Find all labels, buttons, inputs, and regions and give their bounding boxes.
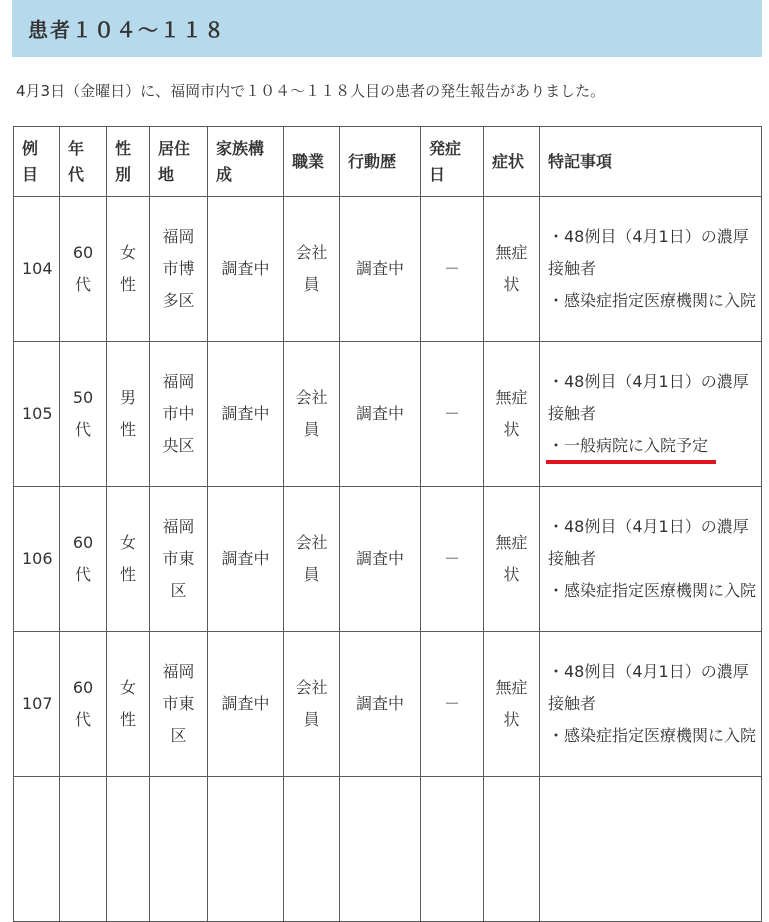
col-header-history: 行動歴 [340,127,421,197]
col-header-residence: 居住地 [150,127,208,197]
cell-family: 調査中 [208,197,284,342]
col-header-age: 年代 [60,127,107,197]
note-item: ・48例目（4月1日）の濃厚接触者 [548,227,749,278]
cell-onset: － [421,632,484,777]
cell-notes [540,197,762,342]
col-header-notes: 特記事項 [540,127,762,197]
note-item-highlighted: ・一般病院に入院予定 [548,430,708,462]
cell-empty [484,777,540,922]
cell-empty [540,777,762,922]
cell-empty [150,777,208,922]
cell-sex: 女性 [107,197,150,342]
intro-text: 4月3日（金曜日）に、福岡市内で１０４～１１８人目の患者の発生報告がありました。 [16,82,606,100]
cell-symptom: 無症状 [484,197,540,342]
cell-notes [540,342,762,487]
note-item: ・48例目（4月1日）の濃厚接触者 [548,662,749,713]
col-header-symptom: 症状 [484,127,540,197]
cell-symptom: 無症状 [484,342,540,487]
note-item: ・感染症指定医療機関に入院 [548,581,757,600]
cell-history: 調査中 [340,342,421,487]
cell-history: 調査中 [340,197,421,342]
cell-empty [340,777,421,922]
cell-sex: 女性 [107,487,150,632]
col-header-sex: 性別 [107,127,150,197]
cell-case: 105 [14,342,60,487]
cell-onset: － [421,342,484,487]
table-row [14,197,762,342]
note-item: ・感染症指定医療機関に入院 [548,726,757,745]
cell-notes [540,632,762,777]
page-header [12,0,762,57]
header-row [14,127,762,197]
cell-case: 107 [14,632,60,777]
cell-age: 50代 [60,342,107,487]
cell-family: 調査中 [208,487,284,632]
cell-empty [14,777,60,922]
table-row [14,632,762,777]
col-header-job: 職業 [284,127,340,197]
cases-table [13,126,762,922]
cell-empty [284,777,340,922]
cell-residence: 福岡市東区 [150,487,208,632]
col-header-onset: 発症日 [421,127,484,197]
cell-residence: 福岡市博多区 [150,197,208,342]
cell-age: 60代 [60,632,107,777]
note-item: ・48例目（4月1日）の濃厚接触者 [548,372,749,423]
cell-family: 調査中 [208,342,284,487]
cell-empty [60,777,107,922]
cell-job: 会社員 [284,487,340,632]
cell-age: 60代 [60,197,107,342]
cell-onset: － [421,487,484,632]
cell-symptom: 無症状 [484,487,540,632]
note-item: ・感染症指定医療機関に入院 [548,291,757,310]
cell-notes [540,487,762,632]
cell-empty [107,777,150,922]
cell-sex: 男性 [107,342,150,487]
cell-job: 会社員 [284,632,340,777]
table-row [14,487,762,632]
cell-job: 会社員 [284,197,340,342]
cell-onset: － [421,197,484,342]
cell-age: 60代 [60,487,107,632]
cell-family: 調査中 [208,632,284,777]
cell-case: 106 [14,487,60,632]
col-header-case: 例目 [14,127,60,197]
cell-residence: 福岡市東区 [150,632,208,777]
cell-sex: 女性 [107,632,150,777]
cell-case: 104 [14,197,60,342]
note-item: ・48例目（4月1日）の濃厚接触者 [548,517,749,568]
cell-residence: 福岡市中央区 [150,342,208,487]
cell-empty [208,777,284,922]
cell-symptom: 無症状 [484,632,540,777]
cell-history: 調査中 [340,487,421,632]
table-row-partial [14,777,762,922]
page-title: 患者１０４～１１８ [28,18,226,42]
col-header-family: 家族構成 [208,127,284,197]
table-row [14,342,762,487]
cell-job: 会社員 [284,342,340,487]
cell-empty [421,777,484,922]
cell-history: 調査中 [340,632,421,777]
